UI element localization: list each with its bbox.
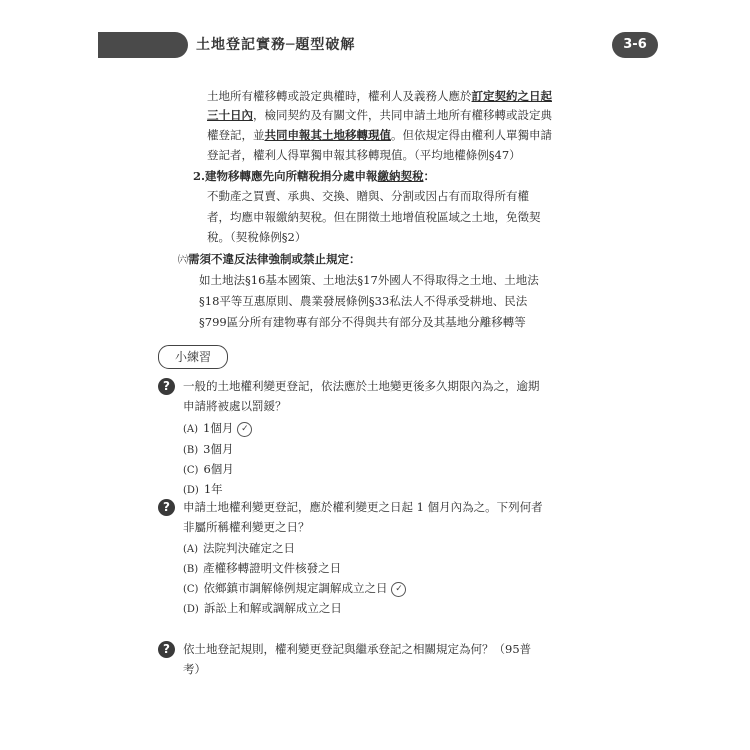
q1-option-b bbox=[183, 441, 233, 459]
para1-emphasis: 訂定契約之日起 bbox=[471, 89, 552, 103]
question-icon: ? bbox=[158, 499, 175, 516]
page-number-badge: 3-6 bbox=[612, 32, 658, 58]
para1-text: 土地所有權移轉或設定典權時，權利人及義務人應於 bbox=[207, 89, 472, 103]
q2-option-a bbox=[183, 540, 295, 558]
q2-line2: 非屬所稱權利變更之日？ bbox=[183, 520, 310, 534]
option-text: 法院判決確定之日 bbox=[203, 541, 296, 555]
para1-line1 bbox=[207, 88, 552, 104]
item2-line1: 不動產之買賣、承典、交換、贈與、分割或因占有而取得所有權 bbox=[207, 189, 529, 203]
item6-marker: ㈥ bbox=[178, 255, 188, 266]
item6-line2: §18平等互惠原則、農業發展條例§33私法人不得承受耕地、民法 bbox=[199, 294, 528, 308]
q3-line2: 考） bbox=[183, 662, 206, 676]
item2-emphasis: 繳納契稅 bbox=[377, 169, 424, 183]
item2-line3: 稅。（契稅條例§2） bbox=[207, 230, 307, 244]
q1-line1: 一般的土地權利變更登記，依法應於土地變更後多久期限內為之，逾期 bbox=[183, 379, 540, 393]
page-title: 土地登記實務─題型破解 bbox=[196, 37, 356, 53]
check-icon: ✓ bbox=[391, 582, 406, 597]
q2-option-b bbox=[183, 560, 341, 578]
item2-colon: ： bbox=[423, 169, 436, 183]
q2-option-c bbox=[183, 580, 406, 598]
item6-heading-text: 需須不違反法律強制或禁止規定： bbox=[188, 252, 361, 266]
option-key: (D) bbox=[183, 485, 199, 496]
item6-line3: §799區分所有建物專有部分不得與共有部分及其基地分離移轉等 bbox=[199, 315, 526, 329]
q1-option-c bbox=[183, 461, 234, 479]
option-text: 6個月 bbox=[203, 462, 234, 476]
option-text: 1年 bbox=[203, 482, 223, 496]
option-text: 產權移轉證明文件核發之日 bbox=[203, 561, 342, 575]
header-tab-bar bbox=[98, 32, 188, 58]
option-key: (B) bbox=[183, 564, 199, 575]
para1-emphasis: 三十日內 bbox=[207, 108, 253, 122]
page-header bbox=[98, 32, 658, 62]
practice-label: 小練習 bbox=[158, 345, 228, 369]
q2-line1: 申請土地權利變更登記，應於權利變更之日起 1 個月內為之。下列何者 bbox=[183, 500, 543, 514]
para1-emphasis: 共同申報其土地移轉現值 bbox=[264, 128, 391, 142]
para1-line2 bbox=[207, 107, 552, 123]
option-text: 依鄉鎮市調解條例規定調解成立之日 bbox=[203, 581, 388, 595]
option-key: (A) bbox=[183, 544, 199, 555]
option-text: 訴訟上和解或調解成立之日 bbox=[203, 601, 342, 615]
option-key: (B) bbox=[183, 445, 199, 456]
option-key: (A) bbox=[183, 424, 199, 435]
para1-line3 bbox=[207, 127, 552, 143]
q1-option-a bbox=[183, 420, 252, 438]
item6-heading bbox=[178, 251, 361, 269]
item6-line1: 如土地法§16基本國策、土地法§17外國人不得取得之土地、土地法 bbox=[199, 273, 539, 287]
option-key: (C) bbox=[183, 584, 199, 595]
item2-heading-text: 2.建物移轉應先向所轄稅捐分處申報 bbox=[193, 169, 378, 183]
item2-heading bbox=[193, 168, 435, 184]
para1-text: 權登記，並 bbox=[207, 128, 265, 142]
para1-text: ，檢同契約及有關文件，共同申請土地所有權移轉或設定典 bbox=[253, 108, 552, 122]
option-key: (C) bbox=[183, 465, 199, 476]
question-icon: ? bbox=[158, 641, 175, 658]
option-text: 3個月 bbox=[203, 442, 234, 456]
q1-option-d bbox=[183, 481, 223, 499]
item2-line2: 者，均應申報繳納契稅。但在開徵土地增值稅區域之土地，免徵契 bbox=[207, 210, 541, 224]
check-icon: ✓ bbox=[237, 422, 252, 437]
question-icon: ? bbox=[158, 378, 175, 395]
para1-line4: 登記者，權利人得單獨申報其移轉現值。（平均地權條例§47） bbox=[207, 148, 521, 162]
q1-line2: 申請將被處以罰鍰？ bbox=[183, 399, 287, 413]
q2-option-d bbox=[183, 600, 342, 618]
option-text: 1個月 bbox=[203, 421, 234, 435]
q3-line1: 依土地登記規則，權利變更登記與繼承登記之相關規定為何？（95普 bbox=[183, 642, 532, 656]
para1-text: 。但依規定得由權利人單獨申請 bbox=[391, 128, 552, 142]
option-key: (D) bbox=[183, 604, 199, 615]
